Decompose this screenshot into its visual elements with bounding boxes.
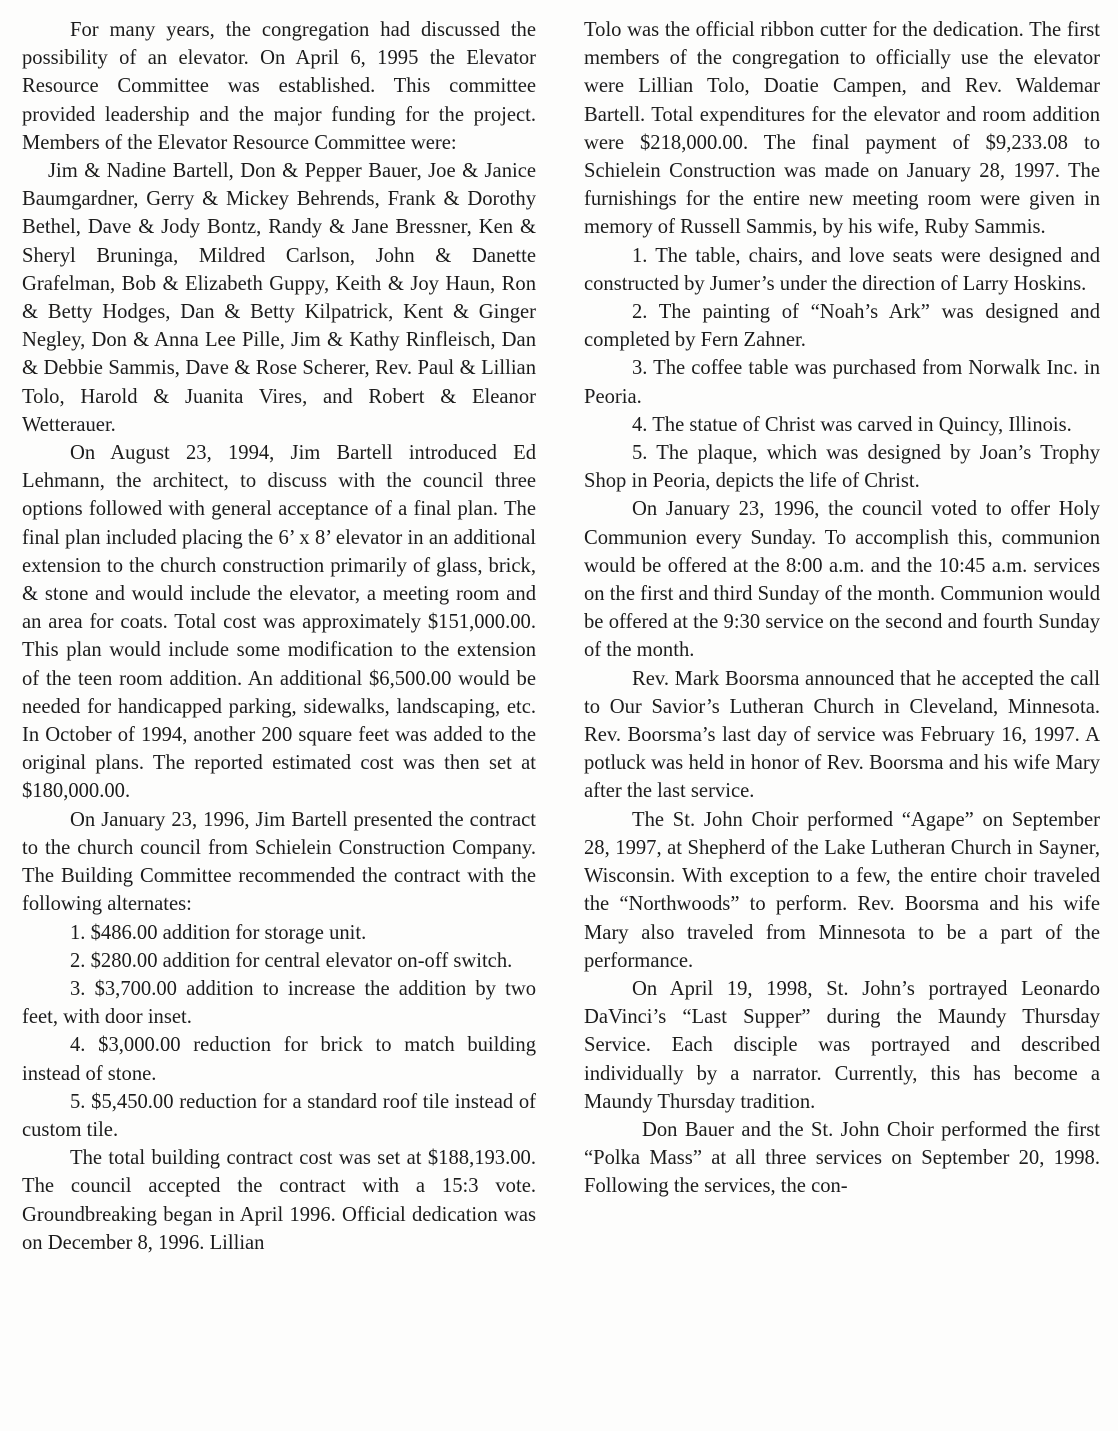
- paragraph-contract-cost: The total building contract cost was set at $188,193.00. The council accepted the contract with a 15:3 vote. Groundbreaking began in April 1996. Official dedication was on December 8, 1996. Lillian: [22, 1147, 536, 1254]
- paragraph-contract-presented: On January 23, 1996, Jim Bartell presented the contract to the church council from Schielein Construction Company. The Building Committee recommended the contract with the following alternates:: [22, 808, 536, 916]
- paragraph-committee-members: Jim & Nadine Bartell, Don & Pepper Bauer, Joe & Janice Baumgardner, Gerry & Mickey Behrends, Frank & Dorothy Bethel, Dave & Jody Bontz, Randy & Jane Bressner, Ken & Sheryl Bruninga, Mildred Carlson, John & Danette Grafelman, Bob & Elizabeth Guppy, Keith & Joy Haun, Ron & Betty Hodges, Dan & Betty Kilpatrick, Kent & Ginger Negley, Don & Anna Lee Pille, Jim & Kathy Rinfleisch, Dan & Debbie Sammis, Dave & Rose Scherer, Rev. Paul & Lillian Tolo, Harold & Juanita Vires, and Robert & Eleanor Wetterauer.: [22, 160, 536, 436]
- left-column: [22, 16, 536, 1257]
- alternate-item-2: 2. $280.00 addition for central elevator on-off switch.: [70, 949, 513, 972]
- paragraph-last-supper: On April 19, 1998, St. John’s portrayed Leonardo DaVinci’s “Last Supper” during the Maundy Thursday Service. Each disciple was portrayed and described individually by a narrator. Currently, this has become a Maundy Thursday tradition.: [584, 977, 1100, 1113]
- paragraph-polka-mass: Don Bauer and the St. John Choir performed the first “Polka Mass” at all three services on September 20, 1998. Following the services, the con-: [584, 1118, 1100, 1198]
- furnishing-item-1: 1. The table, chairs, and love seats were designed and constructed by Jumer’s under the direction of Larry Hoskins.: [584, 244, 1100, 295]
- paragraph-agape-performance: The St. John Choir performed “Agape” on September 28, 1997, at Shepherd of the Lake Lutheran Church in Sayner, Wisconsin. With exception to a few, the entire choir traveled the “Northwoods” to perform. Rev. Boorsma and his wife Mary also traveled from Minnesota to be a part of the performance.: [584, 808, 1100, 972]
- paragraph-rev-boorsma: Rev. Mark Boorsma announced that he accepted the call to Our Savior’s Lutheran Church in Cleveland, Minnesota. Rev. Boorsma’s last day of service was February 16, 1997. A potluck was held in honor of Rev. Boorsma and his wife Mary after the last service.: [584, 667, 1100, 803]
- alternate-item-1: 1. $486.00 addition for storage unit.: [70, 921, 367, 944]
- alternate-item-3: 3. $3,700.00 addition to increase the addition by two feet, with door inset.: [22, 977, 536, 1029]
- alternate-item-5: 5. $5,450.00 reduction for a standard roof tile instead of custom tile.: [22, 1090, 536, 1141]
- furnishing-item-5: 5. The plaque, which was designed by Joan’s Trophy Shop in Peoria, depicts the life of Christ.: [584, 442, 1100, 493]
- furnishing-item-3: 3. The coffee table was purchased from Norwalk Inc. in Peoria.: [584, 357, 1100, 408]
- paragraph-elevator-intro: For many years, the congregation had discussed the possibility of an elevator. On April 6, 1995 the Elevator Resource Committee was established. This committee provided leadership and the major funding for the project. Members of the Elevator Resource Committee were:: [22, 19, 536, 154]
- paragraph-dedication-continued: Tolo was the official ribbon cutter for the dedication. The first members of the congregation to officially use the elevator were Lillian Tolo, Doatie Campen, and Rev. Waldemar Bartell. Total expenditures for the elevator and room addition were $218,000.00. The final payment of $9,233.08 to Schielein Construction was made on January 28, 1997. The furnishings for the entire new meeting room were given in memory of Russell Sammis, by his wife, Ruby Sammis.: [584, 19, 1100, 239]
- furnishing-item-2: 2. The painting of “Noah’s Ark” was designed and completed by Fern Zahner.: [584, 301, 1100, 352]
- paragraph-holy-communion: On January 23, 1996, the council voted to offer Holy Communion every Sunday. To accomplish this, communion would be offered at the 8:00 a.m. and the 10:45 a.m. services on the first and third Sunday of the month. Communion would be offered at the 9:30 service on the second and fourth Sunday of the month.: [584, 498, 1100, 662]
- furnishing-item-4: 4. The statue of Christ was carved in Quincy, Illinois.: [632, 413, 1072, 436]
- right-column: [584, 16, 1100, 1201]
- paragraph-architect-plan: On August 23, 1994, Jim Bartell introduced Ed Lehmann, the architect, to discuss with the council three options followed with general acceptance of a final plan. The final plan included placing the 6’ x 8’ elevator in an additional extension to the church construction primarily of glass, brick, & stone and would include the elevator, a meeting room and an area for coats. Total cost was approximately $151,000.00. This plan would include some modification to the extension of the teen room addition. An additional $6,500.00 would be needed for handicapped parking, sidewalks, landscaping, etc. In October of 1994, another 200 square feet was added to the original plans. The reported estimated cost was then set at $180,000.00.: [22, 442, 536, 803]
- alternate-item-4: 4. $3,000.00 reduction for brick to match building instead of stone.: [22, 1034, 536, 1085]
